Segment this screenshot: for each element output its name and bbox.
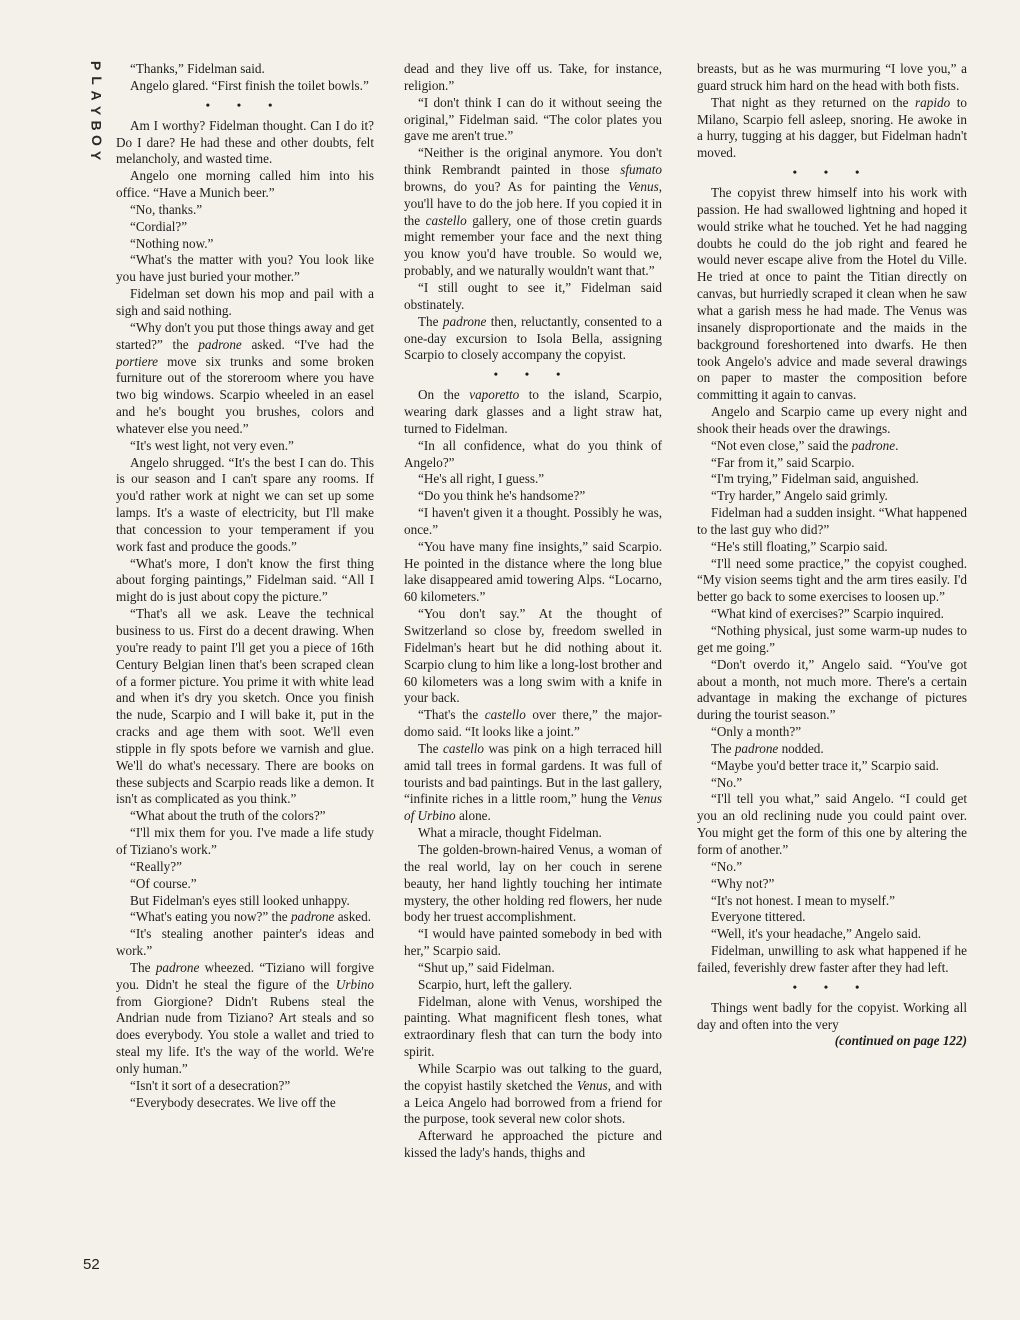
text-run: “Really?” bbox=[130, 858, 182, 874]
text-run: nodded. bbox=[778, 740, 824, 756]
paragraph bbox=[404, 1061, 662, 1128]
paragraph bbox=[404, 606, 662, 707]
text-run: “What about the truth of the colors?” bbox=[130, 808, 326, 824]
text-run: Angelo shrugged. “It's the best I can do. This is our season and I can't spare any rooms. If you'd rather work at night we can set up some lamps. It's a waste of electricity, but I'll make that concession to your temperament if you work fast and produce the goods.” bbox=[116, 454, 374, 554]
italic-run: padrone bbox=[851, 437, 896, 453]
text-run: That night as they returned on the bbox=[711, 94, 916, 110]
paragraph bbox=[697, 1000, 967, 1034]
text-run: over there,” the major-domo said. “It looks like a joint.” bbox=[404, 707, 663, 740]
paragraph bbox=[404, 926, 662, 960]
text-run: Afterward he approached the picture and kissed the lady's hands, thighs and bbox=[404, 1128, 662, 1161]
paragraph bbox=[116, 926, 374, 960]
text-run: “I would have painted somebody in bed with her,” Scarpio said. bbox=[404, 926, 662, 959]
text-run: Everyone tittered. bbox=[711, 909, 806, 925]
text-run: Fidelman, unwilling to ask what happened if he failed, feverishly drew faster after they had left. bbox=[697, 943, 967, 975]
section-break: • • • bbox=[792, 165, 872, 180]
text-run: from Giorgione? Didn't Rubens steal the Andrian nude from Tiziano? Art steals and so does everybody. You stole a wallet and tried to steal my life. It's the way of the world. We're only human.” bbox=[116, 993, 374, 1076]
italic-run: castello bbox=[425, 212, 467, 228]
text-run: “You have many fine insights,” said Scarpio. He pointed in the distance where the long blue lake disappeared amid towering Alps. “Locarno, 60 kilometers.” bbox=[404, 538, 662, 605]
paragraph bbox=[116, 286, 374, 320]
continued-note: (continued on page 122) bbox=[834, 1033, 967, 1049]
text-run: But Fidelman's eyes still looked unhappy. bbox=[130, 892, 350, 908]
text-run: asked. “I've had the bbox=[241, 336, 374, 352]
text-run: “I'm trying,” Fidelman said, anguished. bbox=[711, 471, 919, 487]
paragraph bbox=[116, 168, 374, 202]
text-run: dead and they live off us. Take, for instance, religion.” bbox=[404, 61, 662, 93]
text-run: “Of course.” bbox=[130, 875, 197, 891]
paragraph bbox=[697, 455, 967, 472]
paragraph bbox=[697, 539, 967, 556]
text-run: , and with a Leica Angelo had borrowed from a friend for the purpose, took several new color shots. bbox=[404, 1077, 662, 1127]
italic-run: Urbino bbox=[335, 976, 374, 992]
text-run: asked. bbox=[334, 909, 372, 925]
text-column-1 bbox=[116, 61, 374, 1111]
text-run: “Nothing now.” bbox=[130, 235, 214, 251]
paragraph bbox=[404, 61, 662, 95]
masthead-vertical bbox=[84, 58, 108, 163]
text-run: Angelo glared. “First finish the toilet bowls.” bbox=[130, 77, 369, 93]
paragraph bbox=[697, 943, 967, 977]
paragraph bbox=[404, 977, 662, 994]
paragraph bbox=[116, 236, 374, 253]
italic-run: portiere bbox=[116, 353, 158, 369]
text-run: What a miracle, thought Fidelman. bbox=[418, 825, 602, 841]
paragraph bbox=[116, 320, 374, 438]
paragraph bbox=[404, 280, 662, 314]
paragraph bbox=[116, 876, 374, 893]
italic-run: vaporetto bbox=[469, 387, 520, 403]
paragraph bbox=[116, 909, 374, 926]
text-run: “What's eating you now?” the bbox=[130, 909, 291, 925]
paragraph bbox=[404, 842, 662, 926]
paragraph bbox=[697, 791, 967, 858]
paragraph bbox=[697, 623, 967, 657]
text-run: Fidelman had a sudden insight. “What happened to the last guy who did?” bbox=[697, 505, 967, 537]
paragraph bbox=[404, 505, 662, 539]
paragraph bbox=[404, 95, 662, 146]
text-run: While Scarpio was out talking to the guard, the copyist hastily sketched the bbox=[404, 1060, 662, 1093]
text-run: was pink on a high terraced hill amid tall trees in formal gardens. It was full of tourists and bad paintings. But in the last gallery, “infinite riches in a little room,” hung the bbox=[404, 740, 662, 807]
paragraph bbox=[116, 219, 374, 236]
text-run: Fidelman, alone with Venus, worshiped the painting. What magnificent flesh tones, what extraordinary flesh that can turn the body into spirit. bbox=[404, 993, 662, 1060]
paragraph bbox=[697, 404, 967, 438]
section-break: • • • bbox=[205, 97, 285, 112]
text-run: “Only a month?” bbox=[711, 724, 802, 740]
italic-run: sfumato bbox=[620, 162, 662, 178]
paragraph bbox=[116, 1078, 374, 1095]
paragraph bbox=[404, 1128, 662, 1162]
text-run: “I haven't given it a thought. Possibly he was, once.” bbox=[404, 505, 662, 537]
text-run: Angelo one morning called him into his office. “Have a Munich beer.” bbox=[116, 168, 374, 201]
text-run: “Neither is the original anymore. You don't think Rembrandt painted in those bbox=[404, 145, 662, 178]
text-column-2 bbox=[404, 61, 662, 1162]
masthead-letter: A bbox=[88, 90, 105, 101]
paragraph bbox=[697, 926, 967, 943]
paragraph bbox=[697, 185, 967, 404]
text-run: to Milano, Scarpio fell asleep, snoring. He awoke in a hurry, tugging at his dagger, but Fidelman hadn't moved. bbox=[697, 94, 967, 161]
text-run: “That's all we ask. Leave the technical business to us. First do a decent drawing. When you're ready to paint I'll get you a piece of 16th Century Belgian linen that's been scraped clean of a former picture. You prime it with white lead and when it's dry you sketch. Once you finish the nude, Scarpio and I will bake it, put in the cracks and age them with soot. We'll even stipple in fly spots before we varnish and glue. We'll do what's necessary. There are books on these subjects and Scarpio reads like a demon. It isn't as complicated as you think.” bbox=[116, 606, 374, 807]
paragraph bbox=[116, 118, 374, 169]
italic-run: padrone bbox=[198, 336, 242, 352]
text-run: “I'll tell you what,” said Angelo. “I could get you an old reclining nude you could paint over. You might get the form of this one by altering the form of another.” bbox=[697, 791, 967, 857]
paragraph bbox=[116, 606, 374, 808]
text-run: “What's the matter with you? You look like you have just buried your mother.” bbox=[116, 252, 374, 285]
paragraph bbox=[404, 994, 662, 1061]
paragraph bbox=[697, 556, 967, 607]
paragraph bbox=[116, 556, 374, 607]
masthead-letter: L bbox=[88, 76, 105, 85]
paragraph bbox=[404, 387, 662, 438]
italic-run: padrone bbox=[155, 959, 200, 975]
paragraph bbox=[116, 960, 374, 1078]
text-run: The copyist threw himself into his work with passion. He had swallowed lightning and hoped it would strike what he touched. Yet he had nagging doubts he could do the job right and feared he would never escape alive from the Hotel du Ville. He tried at once to paint the Titian directly on canvas, but hurriedly scraped it clean when he saw what a garish mess he had made. The Venus was insanely disproportionate and the maids in the background foreshortened into dwarfs. He then took Angelo's advice and made several drawings on paper to master the composition before committing it again to canvas. bbox=[697, 185, 967, 403]
section-break: • • • bbox=[493, 367, 573, 382]
text-run: “Nothing physical, just some warm-up nudes to get me going.” bbox=[697, 623, 967, 655]
paragraph bbox=[116, 859, 374, 876]
paragraph bbox=[697, 741, 967, 758]
text-run: “Try harder,” Angelo said grimly. bbox=[711, 488, 888, 504]
text-run: “Not even close,” said the bbox=[711, 437, 852, 453]
paragraph bbox=[697, 876, 967, 893]
paragraph bbox=[697, 859, 967, 876]
paragraph bbox=[404, 960, 662, 977]
paragraph bbox=[116, 825, 374, 859]
text-run: alone. bbox=[455, 808, 491, 824]
paragraph bbox=[116, 78, 374, 95]
text-run: The bbox=[418, 740, 443, 756]
text-run: “You don't say.” At the thought of Switzerland so close by, freedom swelled in Fidelman's heart but he did nothing about it. Scarpio clung to him like a long-lost brother and 60 kilometers was a long swim with a knife in your back. bbox=[404, 606, 662, 706]
text-run: On the bbox=[418, 387, 470, 403]
paragraph bbox=[116, 455, 374, 556]
text-run: Scarpio, hurt, left the gallery. bbox=[418, 976, 573, 992]
paragraph bbox=[404, 741, 662, 825]
paragraph bbox=[116, 808, 374, 825]
text-run: “He's still floating,” Scarpio said. bbox=[711, 538, 888, 554]
text-run: browns, do you? As for painting the bbox=[404, 178, 628, 194]
text-run: “No.” bbox=[711, 774, 743, 790]
text-run: “What kind of exercises?” Scarpio inquired. bbox=[711, 606, 944, 622]
text-run: “Do you think he's handsome?” bbox=[418, 488, 586, 504]
paragraph bbox=[404, 314, 662, 365]
text-run: then, reluctantly, consented to a one-day excursion to Isola Bella, assigning Scarpio to closely accompany the copyist. bbox=[404, 313, 662, 363]
text-run: to the island, Scarpio, wearing dark glasses and a light straw hat, turned to Fidelman. bbox=[404, 387, 662, 436]
text-run: Am I worthy? Fidelman thought. Can I do it? Do I dare? He had these and other doubts, felt melancholy, and wasted time. bbox=[116, 117, 374, 167]
text-run: “That's the bbox=[418, 707, 485, 723]
text-run: “Why not?” bbox=[711, 875, 775, 891]
paragraph bbox=[697, 909, 967, 926]
text-run: “It's stealing another painter's ideas and work.” bbox=[116, 926, 374, 959]
paragraph bbox=[404, 825, 662, 842]
italic-run: castello bbox=[443, 740, 485, 756]
text-run: “Maybe you'd better trace it,” Scarpio said. bbox=[711, 757, 939, 773]
paragraph bbox=[404, 488, 662, 505]
masthead-letter: O bbox=[88, 135, 105, 146]
text-run: “It's not honest. I mean to myself.” bbox=[711, 892, 896, 908]
text-run: , you'll have to do the job here. If you copied it in the bbox=[404, 178, 662, 228]
text-run: “Cordial?” bbox=[130, 218, 188, 234]
text-run: wheezed. “Tiziano will forgive you. Didn't he steal the figure of the bbox=[116, 959, 374, 992]
text-run: “I'll need some practice,” the copyist coughed. “My vision seems tight and the arm tires easily. I'd better go back to some exercises to loosen up.” bbox=[697, 555, 967, 605]
paragraph bbox=[116, 1095, 374, 1112]
text-run: “Well, it's your headache,” Angelo said. bbox=[711, 926, 922, 942]
paragraph bbox=[697, 775, 967, 792]
text-run: “I still ought to see it,” Fidelman said obstinately. bbox=[404, 279, 662, 312]
paragraph bbox=[697, 61, 967, 95]
paragraph bbox=[697, 505, 967, 539]
text-run: breasts, but as he was murmuring “I love you,” a guard struck him hard on the head with both fists. bbox=[697, 61, 967, 93]
paragraph bbox=[697, 724, 967, 741]
masthead-letter: Y bbox=[88, 105, 105, 116]
paragraph bbox=[116, 438, 374, 455]
text-run: “I'll mix them for you. I've made a life study of Tiziano's work.” bbox=[116, 825, 374, 857]
italic-run: Venus bbox=[627, 178, 659, 194]
text-run: “In all confidence, what do you think of Angelo?” bbox=[404, 437, 662, 470]
paragraph bbox=[697, 657, 967, 724]
text-run: move six trunks and some broken furniture out of the storeroom where you have two big windows. Scarpio wheeled in an easel and he's bought you brushes, colors and whatever else you need.” bbox=[116, 353, 374, 436]
text-run: “No.” bbox=[711, 858, 743, 874]
italic-run: padrone bbox=[734, 740, 779, 756]
paragraph bbox=[404, 539, 662, 606]
paragraph bbox=[116, 252, 374, 286]
text-run: “He's all right, I guess.” bbox=[418, 471, 545, 487]
paragraph bbox=[404, 707, 662, 741]
text-run: “I don't think I can do it without seeing the original,” Fidelman said. “The color plates you gave me aren't true.” bbox=[404, 94, 662, 144]
text-column-3 bbox=[697, 61, 967, 1050]
paragraph bbox=[697, 606, 967, 623]
text-run: “It's west light, not very even.” bbox=[130, 437, 294, 453]
text-run: The bbox=[711, 740, 735, 756]
paragraph bbox=[404, 145, 662, 280]
paragraph bbox=[697, 95, 967, 162]
text-run: “No, thanks.” bbox=[130, 201, 203, 217]
text-run: The bbox=[418, 313, 443, 329]
paragraph bbox=[116, 202, 374, 219]
page-number: 52 bbox=[83, 1256, 100, 1273]
text-run: “Don't overdo it,” Angelo said. “You've got about a month, not much more. There's a certain advantage in making the exchange of pictures during the tourist season.” bbox=[697, 656, 967, 723]
text-run: . bbox=[895, 437, 899, 453]
text-run: “Thanks,” Fidelman said. bbox=[130, 61, 265, 76]
text-run: “Shut up,” said Fidelman. bbox=[418, 959, 555, 975]
text-run: Things went badly for the copyist. Working all day and often into the very bbox=[697, 999, 967, 1032]
text-run: Angelo and Scarpio came up every night and shook their heads over the drawings. bbox=[697, 404, 967, 436]
italic-run: Venus bbox=[576, 1077, 608, 1093]
paragraph bbox=[116, 61, 374, 78]
paragraph bbox=[404, 471, 662, 488]
paragraph bbox=[697, 758, 967, 775]
text-run: The golden-brown-haired Venus, a woman of the real world, lay on her couch in serene beauty, her hand lightly touching her intimate mystery, the other holding red flowers, her nude body her truest accomplishment. bbox=[404, 841, 662, 925]
masthead-letter: P bbox=[88, 60, 105, 71]
text-run: The bbox=[130, 959, 156, 975]
text-run: “What's more, I don't know the first thing about forging paintings,” Fidelman said. “All I might do is just about copy the picture.” bbox=[116, 555, 374, 605]
paragraph bbox=[697, 471, 967, 488]
text-run: “Why don't you put those things away and get started?” the bbox=[116, 319, 374, 352]
italic-run: castello bbox=[484, 707, 526, 723]
italic-run: padrone bbox=[442, 313, 487, 329]
italic-run: padrone bbox=[290, 909, 335, 925]
section-break: • • • bbox=[792, 979, 872, 994]
text-run: Fidelman set down his mop and pail with a sigh and said nothing. bbox=[116, 286, 374, 318]
text-run: “Far from it,” said Scarpio. bbox=[711, 454, 855, 470]
paragraph bbox=[116, 893, 374, 910]
paragraph bbox=[697, 438, 967, 455]
masthead-letter: B bbox=[88, 120, 105, 131]
text-run: gallery, one of those cretin guards might remember your face and the next thing you know you'd have trouble. So would we, probably, and we naturally wouldn't want that.” bbox=[404, 212, 662, 279]
text-run: “Everybody desecrates. We live off the bbox=[130, 1094, 336, 1110]
text-run: “Isn't it sort of a desecration?” bbox=[130, 1077, 291, 1093]
italic-run: Venus of Urbino bbox=[404, 791, 662, 824]
paragraph bbox=[404, 438, 662, 472]
masthead-letter: Y bbox=[88, 150, 105, 161]
italic-run: rapido bbox=[915, 94, 951, 110]
paragraph bbox=[697, 893, 967, 910]
paragraph bbox=[697, 488, 967, 505]
